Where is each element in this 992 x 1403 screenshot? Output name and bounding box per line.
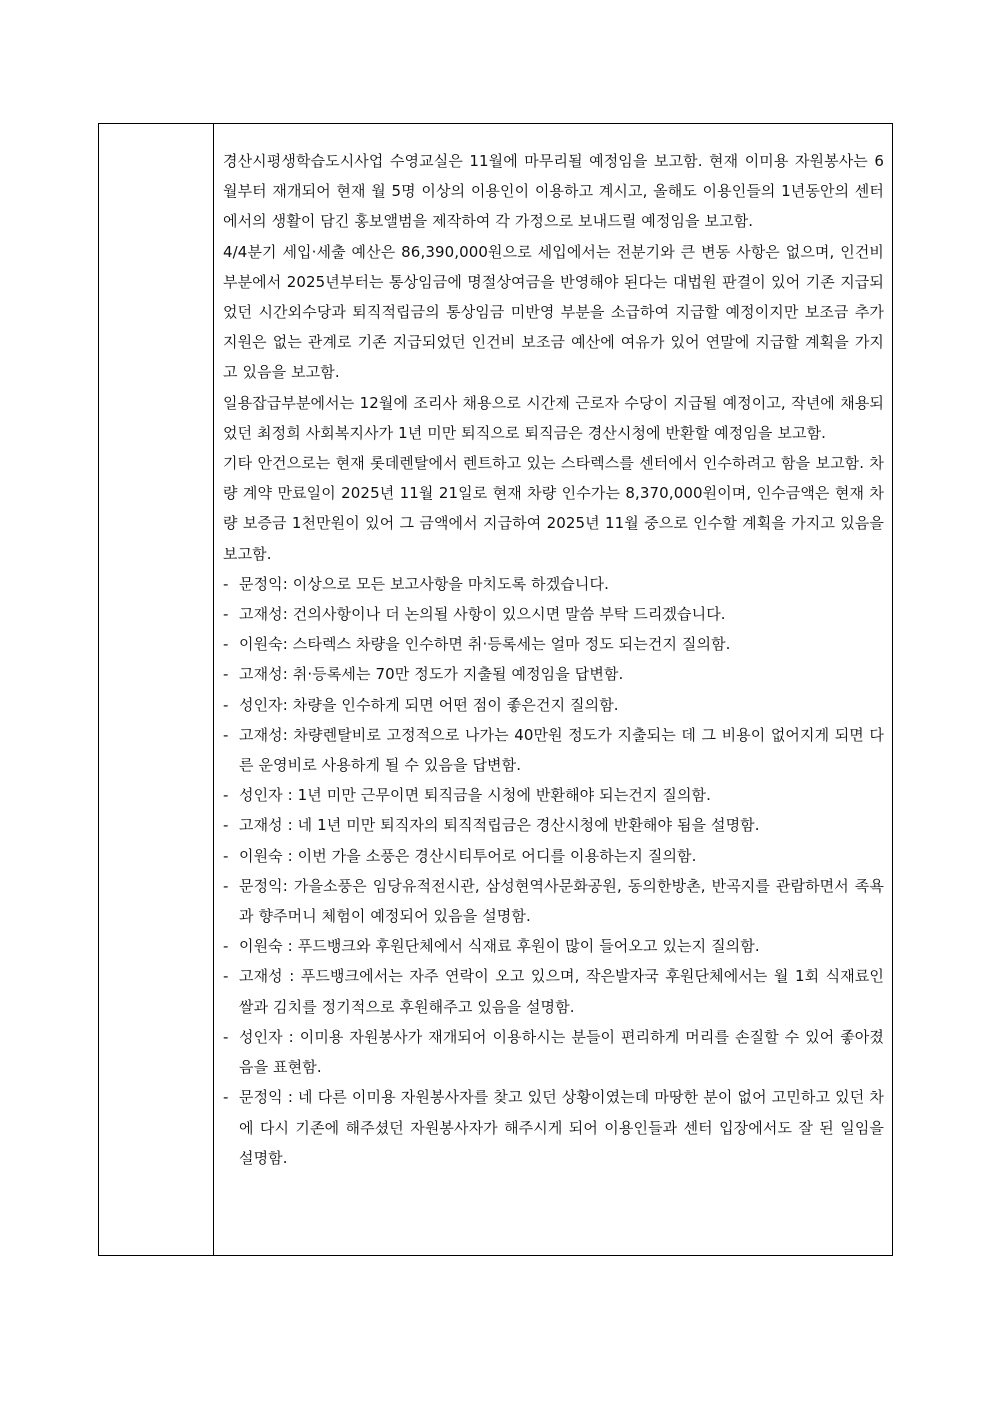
discussion-item (223, 841, 884, 871)
dash-bullet: - (223, 937, 229, 956)
report-paragraph-wages: 일용잡급부분에서는 12월에 조리사 채용으로 시간제 근로자 수당이 지급될 예정이고, 작년에 채용되었던 최정희 사회복지사가 1년 미만 퇴직으로 퇴직금은 경산시청에 반환할 예정임을 보고함. (223, 393, 884, 442)
left-label-column (99, 124, 214, 1255)
dash-bullet: - (223, 695, 229, 714)
dash-bullet: - (223, 1088, 229, 1107)
dash-bullet: - (223, 605, 229, 624)
discussion-text: 고재성: 취·등록세는 70만 정도가 지출될 예정임을 답변함. (239, 665, 624, 684)
discussion-item (223, 961, 884, 1021)
dash-bullet: - (223, 786, 229, 805)
discussion-text: 문정익 : 네 다른 이미용 자원봉사자를 찾고 있던 상황이였는데 마땅한 분이 없어 고민하고 있던 차에 다시 기존에 해주셨던 자원봉사자가 해주시게 되어 이용인들과 센터 입장에서도 잘 된 일임을 설명함. (239, 1088, 884, 1167)
discussion-item (223, 1022, 884, 1082)
dash-bullet: - (223, 665, 229, 684)
discussion-text: 이원숙 : 이번 가을 소풍은 경산시티투어로 어디를 이용하는지 질의함. (239, 846, 697, 865)
discussion-text: 이원숙 : 푸드뱅크와 후원단체에서 식재료 후원이 많이 들어오고 있는지 질의함. (239, 937, 760, 956)
dash-bullet: - (223, 1027, 229, 1046)
discussion-text: 성인자: 차량을 인수하게 되면 어떤 점이 좋은건지 질의함. (239, 695, 619, 714)
dash-bullet: - (223, 967, 229, 986)
discussion-item (223, 720, 884, 780)
minutes-content (223, 146, 884, 1173)
discussion-text: 성인자 : 1년 미만 근무이면 퇴직금을 시청에 반환해야 되는건지 질의함. (239, 786, 712, 805)
discussion-item (223, 690, 884, 720)
dash-bullet: - (223, 574, 229, 593)
discussion-item (223, 569, 884, 599)
discussion-item (223, 871, 884, 931)
discussion-item (223, 599, 884, 629)
discussion-text: 이원숙: 스타렉스 차량을 인수하면 취·등록세는 얼마 정도 되는건지 질의함. (239, 635, 731, 654)
discussion-item (223, 629, 884, 659)
discussion-text: 성인자 : 이미용 자원봉사가 재개되어 이용하시는 분들이 편리하게 머리를 손질할 수 있어 좋아졌음을 표현함. (239, 1027, 884, 1077)
report-paragraph-program: 경산시평생학습도시사업 수영교실은 11월에 마무리될 예정임을 보고함. 현재 이미용 자원봉사는 6월부터 재개되어 현재 월 5명 이상의 이용인이 이용하고 계시고, 올해도 이용인들의 1년동안의 센터에서의 생활이 담긴 홍보앨범을 제작하여 각 가정으로 보내드릴 예정임을 보고함. (223, 152, 884, 231)
minutes-table (98, 123, 893, 1256)
discussion-text: 문정익: 이상으로 모든 보고사항을 마치도록 하겠습니다. (239, 574, 609, 593)
discussion-item (223, 810, 884, 840)
discussion-text: 고재성 : 푸드뱅크에서는 자주 연락이 오고 있으며, 작은발자국 후원단체에서는 월 1회 식재료인 쌀과 김치를 정기적으로 후원해주고 있음을 설명함. (239, 967, 884, 1016)
discussion-text: 고재성: 차량렌탈비로 고정적으로 나가는 40만원 정도가 지출되는 데 그 비용이 없어지게 되면 다른 운영비로 사용하게 될 수 있음을 답변함. (239, 725, 884, 775)
dash-bullet: - (223, 725, 229, 744)
dash-bullet: - (223, 846, 229, 865)
discussion-item (223, 780, 884, 810)
dash-bullet: - (223, 635, 229, 654)
discussion-text: 문정익: 가을소풍은 임당유적전시관, 삼성현역사문화공원, 동의한방촌, 반곡지를 관람하면서 족욕과 향주머니 체험이 예정되어 있음을 설명함. (239, 876, 884, 926)
report-paragraph-vehicle: 기타 안건으로는 현재 롯데렌탈에서 렌트하고 있는 스타렉스를 센터에서 인수하려고 함을 보고함. 차량 계약 만료일이 2025년 11월 21일로 현재 차량 인수가는 8,370,000원이며, 인수금액은 현재 차량 보증금 1천만원이 있어 그 금액에서 지급하여 2025년 11월 중으로 인수할 계획을 가지고 있음을 보고함. (223, 454, 884, 563)
discussion-text: 고재성 : 네 1년 미만 퇴직자의 퇴직적립금은 경산시청에 반환해야 됨을 설명함. (239, 816, 760, 835)
discussion-item (223, 931, 884, 961)
dash-bullet: - (223, 876, 229, 895)
discussion-item (223, 659, 884, 689)
report-paragraph-budget: 4/4분기 세입·세출 예산은 86,390,000원으로 세입에서는 전분기와 큰 변동 사항은 없으며, 인건비 부분에서 2025년부터는 통상임금에 명절상여금을 반영해야 된다는 대법원 판결이 있어 기존 지급되었던 시간외수당과 퇴직적립금의 통상임금 미반영 부분을 소급하여 지급할 예정이지만 보조금 추가 지원은 없는 관계로 기존 지급되었던 인건비 보조금 예산에 여유가 있어 연말에 지급할 계획을 가지고 있음을 보고함. (223, 242, 884, 382)
dash-bullet: - (223, 816, 229, 835)
discussion-text: 고재성: 건의사항이나 더 논의될 사항이 있으시면 말씀 부탁 드리겠습니다. (239, 605, 726, 624)
discussion-item (223, 1082, 884, 1173)
